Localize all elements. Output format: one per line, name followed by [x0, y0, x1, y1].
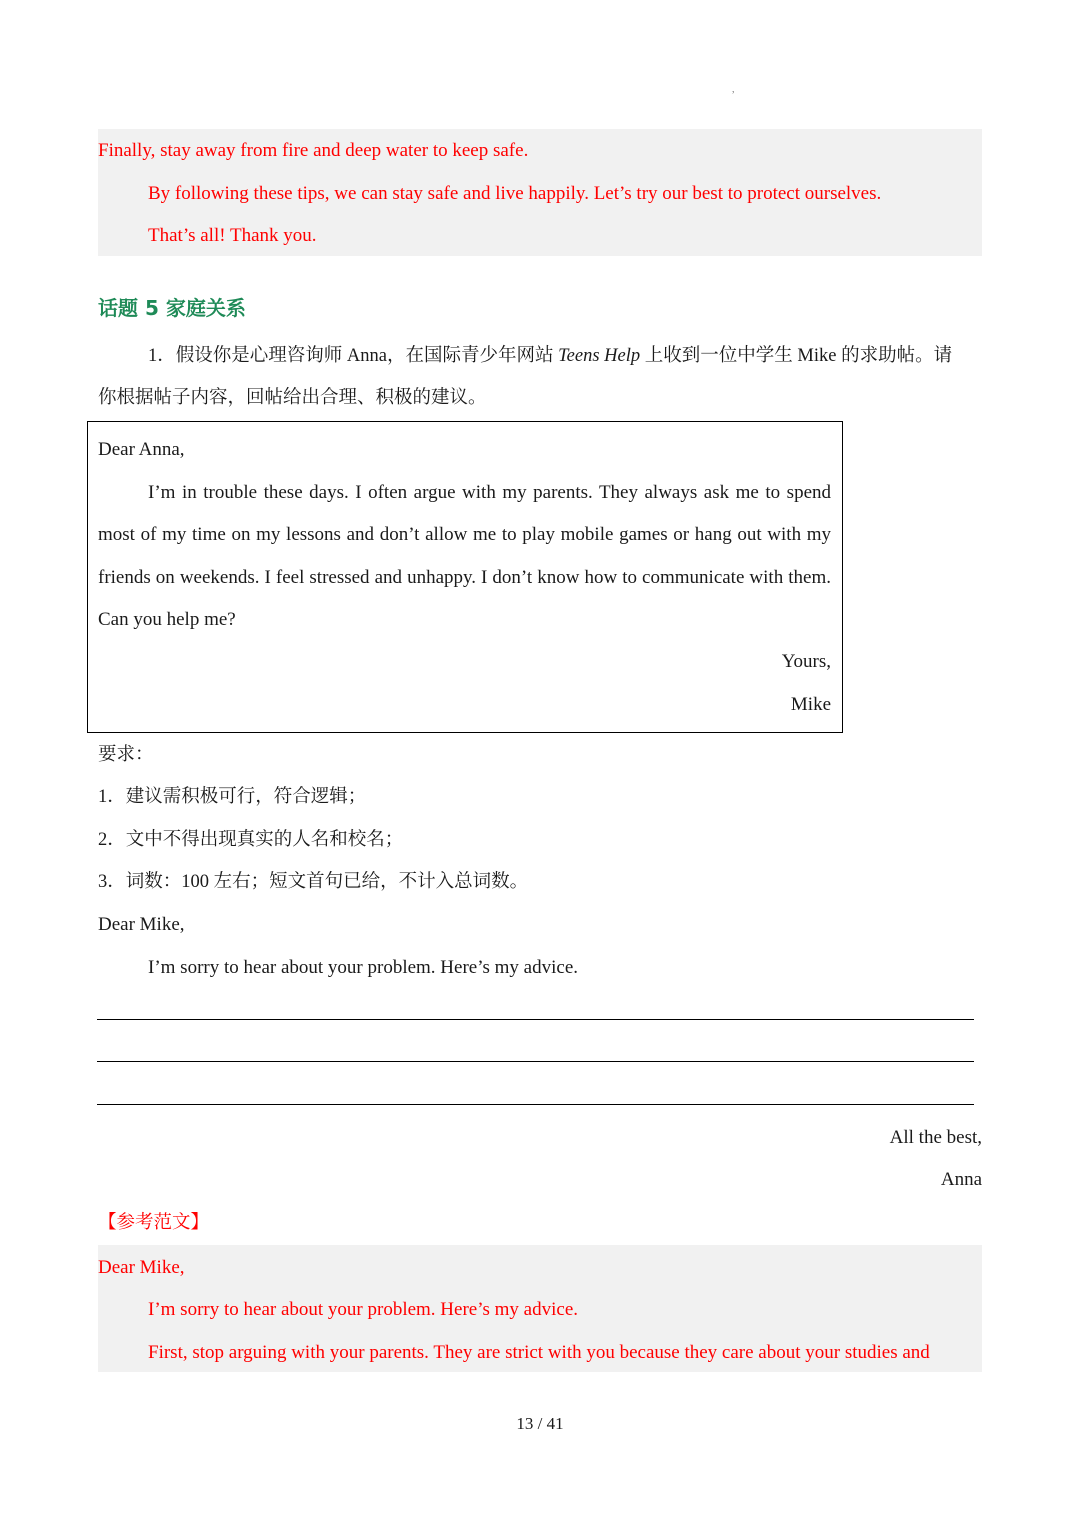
answer-line: By following these tips, we can stay safe and live happily. Let’s try our best to protect ourselves.	[148, 183, 882, 204]
writing-line	[97, 1019, 974, 1020]
reply-closing: All the best,	[889, 1127, 982, 1148]
task-line-1	[148, 344, 952, 368]
letter-body-line: I’m in trouble these days. I often argue with my parents. They always ask me to spend	[148, 482, 831, 503]
requirements-title: 要求：	[98, 745, 154, 765]
reference-line: I’m sorry to hear about your problem. Here’s my advice.	[148, 1299, 579, 1320]
letter-closing: Yours,	[781, 651, 831, 672]
task-text: 1．假设你是心理咨询师 Anna，在国际青少年网站	[148, 346, 559, 366]
letter-body-line: Can you help me?	[98, 609, 236, 630]
reply-signature: Anna	[940, 1169, 982, 1190]
requirement-item: 1．建议需积极可行，符合逻辑；	[98, 787, 367, 807]
requirement-item: 2．文中不得出现真实的人名和校名；	[98, 830, 404, 850]
writing-line	[97, 1104, 974, 1105]
reply-greeting: Dear Mike,	[98, 914, 185, 935]
reference-line: Dear Mike,	[98, 1257, 185, 1278]
topic-heading: 话题 5 家庭关系	[98, 296, 246, 320]
task-line-2: 你根据帖子内容，回帖给出合理、积极的建议。	[98, 388, 487, 408]
answer-line: That’s all! Thank you.	[148, 225, 317, 246]
letter-body-line: friends on weekends. I feel stressed and unhappy. I don’t know how to communicate with them.	[98, 567, 831, 588]
requirement-item: 3．词数：100 左右；短文首句已给，不计入总词数。	[98, 872, 529, 892]
answer-line: Finally, stay away from fire and deep water to keep safe.	[98, 140, 529, 161]
reference-label: 【参考范文】	[98, 1213, 210, 1233]
site-name: Teens Help	[558, 346, 641, 366]
letter-body-line: most of my time on my lessons and don’t allow me to play mobile games or hang out with my	[98, 524, 831, 545]
reply-opening: I’m sorry to hear about your problem. Here’s my advice.	[148, 957, 579, 978]
writing-line	[97, 1061, 974, 1062]
page-number: 13 / 41	[516, 1414, 564, 1433]
task-text: 上收到一位中学生 Mike 的求助帖。请	[640, 346, 953, 366]
letter-signature: Mike	[790, 694, 831, 715]
reference-line: First, stop arguing with your parents. They are strict with you because they care about your studies and	[148, 1342, 930, 1363]
header-mark: ,	[732, 84, 735, 95]
letter-greeting: Dear Anna,	[98, 439, 185, 460]
